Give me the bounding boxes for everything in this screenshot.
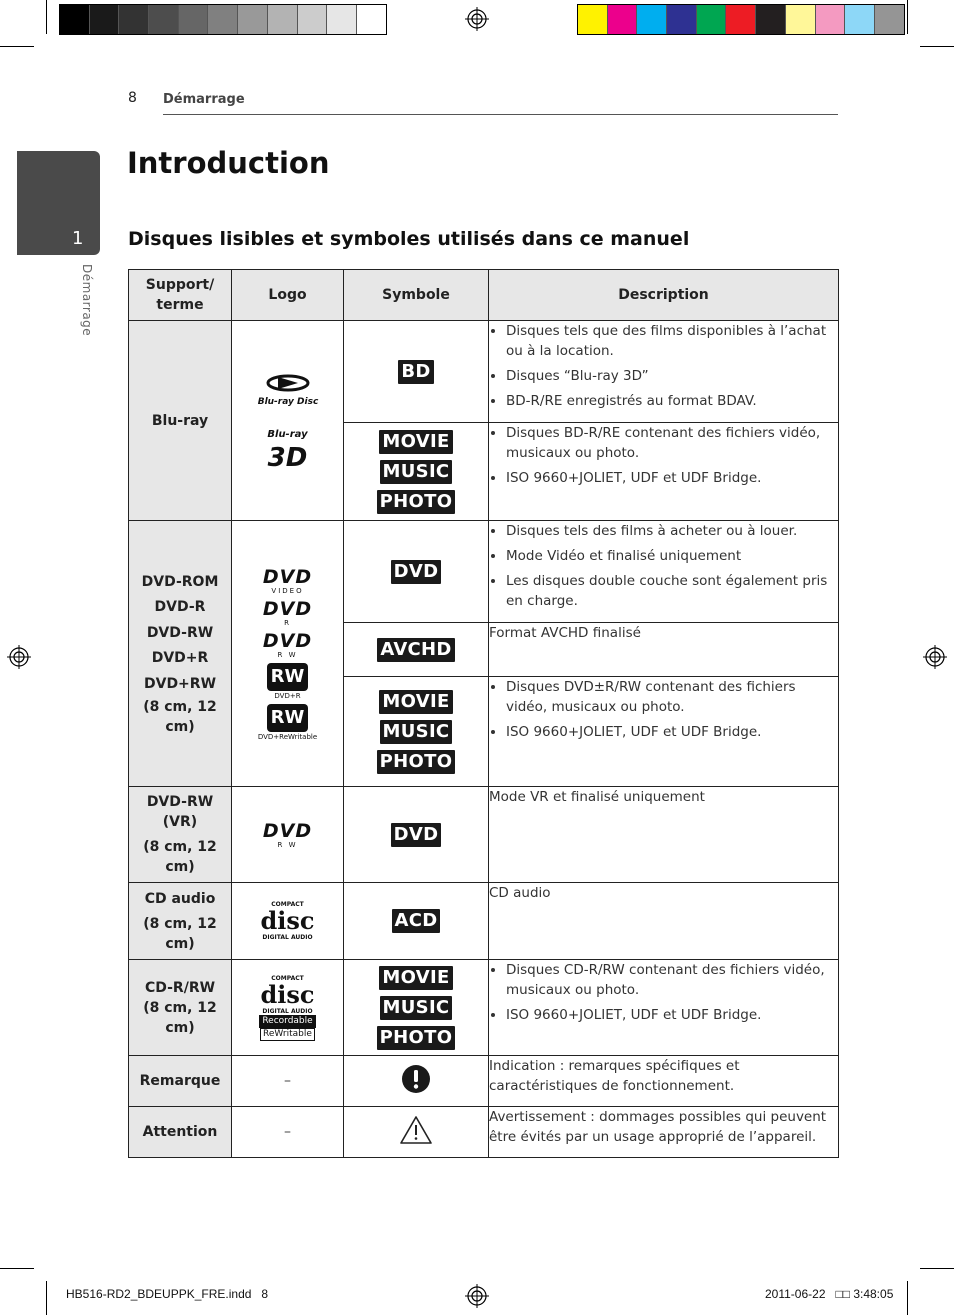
logo-cd-rw: [232, 960, 344, 1056]
description-item: • ISO 9660+JOLIET, UDF et UDF Bridge.: [506, 1005, 838, 1025]
description-item: • Disques CD-R/RW contenant des fichiers vidéo, musicaux ou photo.: [506, 960, 838, 1000]
term-line: DVD-RW (VR): [146, 794, 214, 830]
color-swatch: [60, 5, 90, 34]
bluray-3d-logo-top: Blu-ray: [267, 429, 308, 440]
term-line: DVD-R: [154, 599, 206, 616]
movie-symbol-icon: MOVIE: [379, 966, 452, 990]
chapter-label: Démarrage: [80, 264, 94, 337]
term-line: (8 cm, 12 cm): [143, 839, 217, 875]
dvd-logo-sub: R W: [277, 650, 298, 659]
color-swatch: [697, 5, 727, 34]
term-line: CD audio: [144, 890, 216, 907]
color-swatch: [208, 5, 238, 34]
rw-logo-word: RW: [267, 663, 309, 691]
rw-logo-sub: DVD+R: [274, 691, 301, 700]
dvd-logo-word: DVD: [262, 629, 313, 652]
disc-logo-bottom: DIGITAL AUDIO: [262, 1007, 313, 1015]
symbol-cell: [344, 623, 489, 677]
symbol-cell: [344, 883, 489, 960]
column-header-symbole: Symbole: [344, 270, 489, 321]
photo-symbol-icon: PHOTO: [377, 750, 456, 774]
description-item: • Disques “Blu-ray 3D”: [506, 366, 838, 386]
term-line: DVD-ROM: [141, 573, 219, 590]
disc-logo-recordable: Recordable: [259, 1015, 315, 1028]
music-symbol-icon: MUSIC: [380, 460, 453, 484]
dvd-logo-word: DVD: [262, 565, 313, 588]
column-header-support: Support/ terme: [129, 270, 232, 321]
term-dvd: [129, 521, 232, 787]
disc-logo-top: COMPACT: [271, 974, 304, 982]
table-row: [129, 960, 839, 1056]
gray-calibration-bar: [59, 4, 387, 35]
color-swatch: [327, 5, 357, 34]
symbol-cell: [344, 787, 489, 883]
movie-symbol-icon: MOVIE: [379, 430, 452, 454]
compact-disc-logo-icon: [232, 901, 343, 941]
description-item: • Disques DVD±R/RW contenant des fichiers vidéo, musicaux ou photo.: [506, 677, 838, 717]
color-swatch: [179, 5, 209, 34]
color-swatch: [149, 5, 179, 34]
crop-mark: [46, 1281, 47, 1315]
color-calibration-bar: [577, 4, 905, 35]
description-cell: Indication : remarques spécifiques et caractéristiques de fonctionnement.: [489, 1056, 839, 1107]
disc-logo-top: COMPACT: [271, 901, 304, 908]
registration-mark-icon: [465, 7, 489, 31]
description-cell: [489, 423, 839, 521]
color-swatch: [90, 5, 120, 34]
column-header-description: Description: [489, 270, 839, 321]
description-cell: [489, 521, 839, 623]
dvd-video-logo-icon: [263, 567, 312, 595]
rw-logo-sub: DVD+ReWritable: [257, 732, 318, 741]
term-line: DVD-RW: [146, 624, 214, 641]
page-number: 8: [128, 90, 137, 106]
description-cell: Format AVCHD finalisé: [489, 623, 839, 677]
description-cell: [489, 321, 839, 423]
color-swatch: [637, 5, 667, 34]
term-cd-rw: CD-R/RW (8 cm, 12 cm): [129, 960, 232, 1056]
color-swatch: [845, 5, 875, 34]
crop-mark: [907, 1281, 908, 1315]
symbol-cell: [344, 423, 489, 521]
dvd-logo-sub: R W: [277, 840, 298, 849]
description-cell: Mode VR et finalisé uniquement: [489, 787, 839, 883]
bluray-logo-text: Blu-ray Disc: [257, 397, 318, 407]
registration-mark-icon: [923, 645, 947, 669]
column-header-logo: Logo: [232, 270, 344, 321]
rw-logo-word: RW: [267, 704, 309, 732]
term-line: (8 cm, 12 cm): [143, 915, 217, 952]
symbol-cell: [344, 1107, 489, 1158]
bd-symbol-icon: BD: [398, 360, 433, 384]
logo-dvd-vr: [232, 787, 344, 883]
table-row: [129, 521, 839, 623]
dvd-logo-word: DVD: [262, 819, 313, 842]
symbol-cell: [344, 960, 489, 1056]
chapter-number: 1: [72, 228, 84, 249]
registration-mark-icon: [465, 1284, 489, 1308]
description-cell: [489, 960, 839, 1056]
photo-symbol-icon: PHOTO: [377, 1026, 456, 1050]
footer-timestamp: 2011-06-22 □□ 3:48:05: [765, 1287, 894, 1301]
color-swatch: [268, 5, 298, 34]
dvd-rw-logo-icon: [263, 631, 312, 659]
color-swatch: [816, 5, 846, 34]
color-swatch: [786, 5, 816, 34]
color-swatch: [119, 5, 149, 34]
term-line: DVD+R: [151, 650, 209, 667]
color-swatch: [756, 5, 786, 34]
compact-disc-recordable-logo-icon: [232, 975, 343, 1041]
music-symbol-icon: MUSIC: [380, 996, 453, 1020]
header-rule: [163, 114, 838, 115]
section-title: Disques lisibles et symboles utilisés dans ce manuel: [128, 228, 690, 250]
term-remarque: Remarque: [129, 1056, 232, 1107]
color-swatch: [357, 5, 386, 34]
dvd-logo-sub: VIDEO: [271, 586, 304, 595]
acd-symbol-icon: ACD: [392, 909, 441, 933]
description-item: • ISO 9660+JOLIET, UDF et UDF Bridge.: [506, 468, 838, 488]
disc-logo-rewritable: ReWritable: [260, 1028, 315, 1041]
color-swatch: [238, 5, 268, 34]
description-item: • BD-R/RE enregistrés au format BDAV.: [506, 391, 838, 411]
caution-triangle-icon: [399, 1115, 433, 1145]
dvd-rw-logo-icon: [232, 821, 343, 849]
disc-logo-bottom: DIGITAL AUDIO: [262, 934, 313, 941]
crop-mark: [0, 1268, 34, 1269]
term-bluray: Blu-ray: [129, 321, 232, 521]
dvd-plus-rw-logo-icon: [258, 704, 317, 741]
description-cell: [489, 677, 839, 787]
description-item: • Les disques double couche sont également pris en charge.: [506, 571, 838, 611]
music-symbol-icon: MUSIC: [380, 720, 453, 744]
disc-table: [128, 269, 839, 1158]
description-item: • Disques tels des films à acheter ou à louer.: [506, 521, 838, 541]
dvd-logo-sub: R: [284, 618, 291, 627]
movie-symbol-icon: MOVIE: [379, 690, 452, 714]
symbol-cell: [344, 321, 489, 423]
table-row: [129, 883, 839, 960]
logo-cd-audio: [232, 883, 344, 960]
description-item: • Disques tels que des films disponibles à l’achat ou à la location.: [506, 321, 838, 361]
color-swatch: [608, 5, 638, 34]
running-head: Démarrage: [163, 92, 245, 107]
crop-mark: [920, 1268, 954, 1269]
dvd-r-logo-icon: [263, 599, 312, 627]
photo-symbol-icon: PHOTO: [377, 490, 456, 514]
color-swatch: [726, 5, 756, 34]
bluray-3d-logo-icon: 3D: [267, 443, 308, 473]
table-row: [129, 787, 839, 883]
symbol-cell: [344, 521, 489, 623]
logo-attention: –: [232, 1107, 344, 1158]
note-exclamation-icon: [401, 1064, 431, 1094]
dvd-plus-r-logo-icon: [267, 663, 309, 700]
avchd-symbol-icon: AVCHD: [377, 638, 454, 662]
description-item: • Mode Vidéo et finalisé uniquement: [506, 546, 838, 566]
table-header-row: [129, 270, 839, 321]
disc-logo-word: disc: [260, 979, 315, 1009]
footer-file-name: HB516-RD2_BDEUPPK_FRE.indd 8: [66, 1287, 269, 1301]
term-dvd-vr: [129, 787, 232, 883]
symbol-cell: [344, 677, 489, 787]
term-line: DVD+RW: [143, 675, 217, 692]
description-cell: CD audio: [489, 883, 839, 960]
crop-mark: [46, 0, 47, 34]
crop-mark: [0, 46, 34, 47]
description-item: • ISO 9660+JOLIET, UDF et UDF Bridge.: [506, 722, 838, 742]
crop-mark: [907, 0, 908, 34]
symbol-cell: [344, 1056, 489, 1107]
term-attention: Attention: [129, 1107, 232, 1158]
color-swatch: [298, 5, 328, 34]
page-title: Introduction: [127, 146, 330, 180]
logo-dvd: [232, 521, 344, 787]
color-swatch: [875, 5, 904, 34]
registration-mark-icon: [7, 645, 31, 669]
dvd-symbol-icon: DVD: [391, 560, 442, 584]
color-swatch: [667, 5, 697, 34]
table-row: [129, 1107, 839, 1158]
table-row: [129, 1056, 839, 1107]
table-row: [129, 321, 839, 423]
description-cell: Avertissement : dommages possibles qui peuvent être évités par un usage approprié de l’appareil.: [489, 1107, 839, 1158]
dvd-symbol-icon: DVD: [391, 823, 442, 847]
disc-logo-word: disc: [260, 906, 315, 935]
color-swatch: [578, 5, 608, 34]
logo-remarque: –: [232, 1056, 344, 1107]
description-item: • Disques BD-R/RE contenant des fichiers vidéo, musicaux ou photo.: [506, 423, 838, 463]
dvd-logo-word: DVD: [262, 597, 313, 620]
logo-bluray: [232, 321, 344, 521]
crop-mark: [920, 46, 954, 47]
bluray-disc-logo-icon: [253, 371, 323, 407]
chapter-side-tab: [17, 151, 100, 255]
term-cd-audio: [129, 883, 232, 960]
term-line: (8 cm, 12 cm): [143, 699, 217, 736]
